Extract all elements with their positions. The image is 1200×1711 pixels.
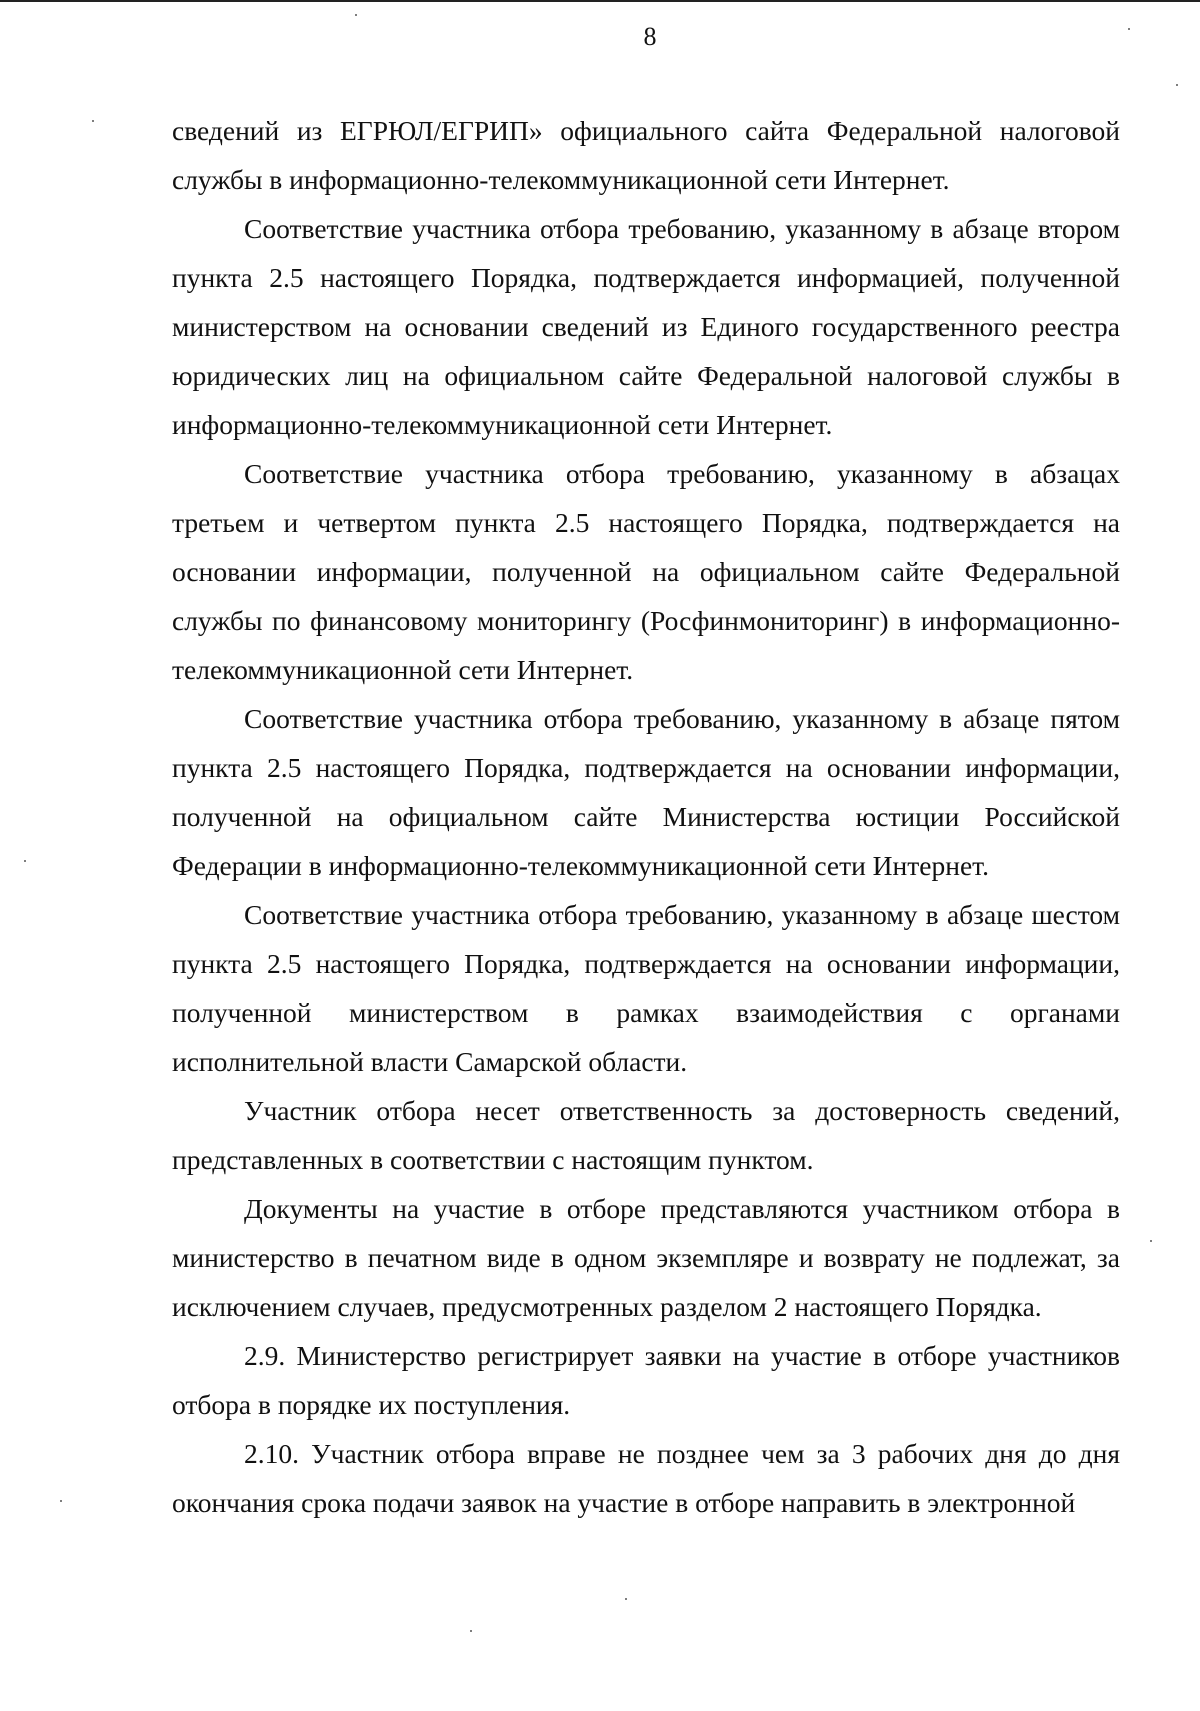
scan-speck — [1150, 1240, 1152, 1242]
scan-speck — [355, 14, 357, 16]
paragraph: Соответствие участника отбора требованию, указанному в абзаце шестом пункта 2.5 настоящего Порядка, подтверждается на основании информации, полученной министерством в рамках взаимодействия с органами исполнительной власти Самарской области. — [172, 899, 1120, 1077]
paragraph: Соответствие участника отбора требованию, указанному в абзаце пятом пункта 2.5 настоящего Порядка, подтверждается на основании информации, полученной на официальном сайте Министерства юстиции Российской Федерации в информационно-телекоммуникационной сети Интернет. — [172, 703, 1120, 881]
scan-speck — [1128, 28, 1130, 30]
page-number: 8 — [643, 22, 657, 51]
scan-speck — [625, 1598, 627, 1600]
document-body — [172, 106, 1120, 1527]
paragraph: сведений из ЕГРЮЛ/ЕГРИП» официального сайта Федеральной налоговой службы в информационно-телекоммуникационной сети Интернет. — [172, 115, 1120, 195]
scan-speck — [92, 120, 94, 122]
paragraph: Соответствие участника отбора требованию, указанному в абзацах третьем и четвертом пункта 2.5 настоящего Порядка, подтверждается на основании информации, полученной на официальном сайте Федеральной службы по финансовому мониторингу (Росфинмониторинг) в информационно-телекоммуникационной сети Интернет. — [172, 458, 1120, 685]
scan-speck — [470, 1630, 472, 1632]
top-edge-line — [0, 0, 1200, 2]
paragraph: Участник отбора несет ответственность за достоверность сведений, представленных в соответствии с настоящим пунктом. — [172, 1095, 1120, 1175]
scan-speck — [1176, 84, 1178, 86]
paragraph: 2.10. Участник отбора вправе не позднее чем за 3 рабочих дня до дня окончания срока подачи заявок на участие в отборе направить в электронной — [172, 1438, 1120, 1518]
scan-speck — [24, 860, 26, 862]
paragraph: 2.9. Министерство регистрирует заявки на участие в отборе участников отбора в порядке их поступления. — [172, 1340, 1120, 1420]
scan-speck — [60, 1500, 62, 1502]
paragraph: Документы на участие в отборе представляются участником отбора в министерство в печатном виде в одном экземпляре и возврату не подлежат, за исключением случаев, предусмотренных разделом 2 настоящего Порядка. — [172, 1193, 1120, 1322]
paragraph: Соответствие участника отбора требованию, указанному в абзаце втором пункта 2.5 настоящего Порядка, подтверждается информацией, полученной министерством на основании сведений из Единого государственного реестра юридических лиц на официальном сайте Федеральной налоговой службы в информационно-телекоммуникационной сети Интернет. — [172, 213, 1120, 440]
